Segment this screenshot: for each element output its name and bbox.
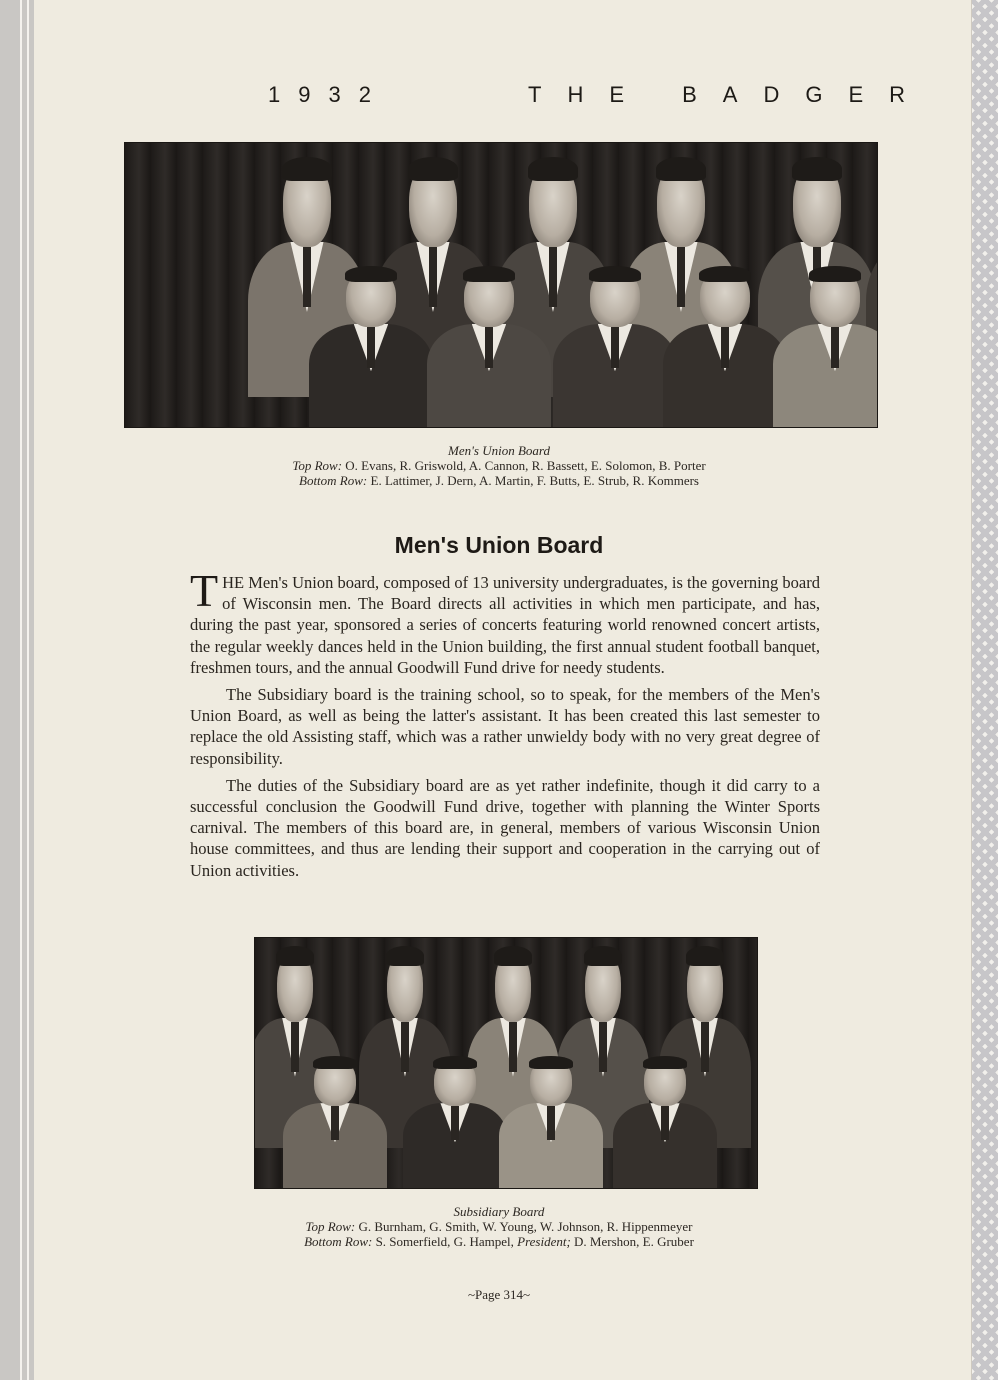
running-head-year: 1932 [268, 82, 389, 107]
caption-bottom-row [0, 1234, 998, 1249]
caption-title: Men's Union Board [448, 443, 550, 458]
subsidiary-board-photo [254, 937, 758, 1189]
mens-union-board-caption [0, 443, 998, 488]
running-head-title: THE BADGER [528, 82, 932, 107]
article-paragraph: The Subsidiary board is the training school, so to speak, for the members of the Men's Union Board, as well as being the latter's assistant. It has been created this last semester to replace the old Assisting staff, which was a rather unwieldy body with no very great degree of responsibility. [190, 685, 820, 768]
paragraph-text: HE Men's Union board, composed of 13 university undergraduates, is the governing board of Wisconsin men. The Board directs all activities in which men participate, and has, during the past year, sponsored a series of concerts featuring world renowned concert artists, the regular weekly dances held in the Union building, the first annual student football banquet, freshmen tours, and the annual Goodwill Fund drive for needy students. [190, 573, 820, 677]
article-paragraph [190, 565, 820, 678]
subsidiary-board-caption [0, 1204, 998, 1249]
person-figure [663, 259, 787, 428]
caption-label: Top Row: [292, 458, 343, 473]
person-figure [613, 1050, 717, 1189]
person-figure [403, 1050, 507, 1189]
drop-cap: T [190, 565, 219, 616]
caption-label: Bottom Row: [299, 473, 368, 488]
person-figure [773, 259, 878, 428]
article-paragraph: The duties of the Subsidiary board are as yet rather indefinite, though it did carry to a successful conclusion the Goodwill Fund drive, together with planning the Winter Sports carnival. The members of this board are, in general, members of various Wisconsin Union house committees, and thus are lending their support and cooperation in the carrying out of Union activities. [190, 775, 820, 880]
running-head [0, 82, 998, 112]
caption-role: President; [517, 1234, 571, 1249]
caption-names: G. Burnham, G. Smith, W. Young, W. Johnson, R. Hippenmeyer [358, 1219, 693, 1234]
caption-names: S. Somerfield, G. Hampel, [375, 1234, 514, 1249]
article-heading: Men's Union Board [394, 532, 604, 558]
person-figure [553, 259, 677, 428]
caption-top-row [0, 458, 998, 473]
person-figure [283, 1050, 387, 1189]
caption-names: E. Lattimer, J. Dern, A. Martin, F. Butts, E. Strub, R. Kommers [370, 473, 699, 488]
left-page-border [0, 0, 34, 1380]
caption-names: O. Evans, R. Griswold, A. Cannon, R. Bassett, E. Solomon, B. Porter [345, 458, 706, 473]
page-number: ~Page 314~ [467, 1287, 531, 1302]
caption-label: Top Row: [305, 1219, 356, 1234]
mens-union-board-photo [124, 142, 878, 428]
person-figure [309, 259, 433, 428]
article-body [190, 565, 820, 881]
caption-top-row [0, 1219, 998, 1234]
caption-title: Subsidiary Board [453, 1204, 545, 1219]
person-figure [499, 1050, 603, 1189]
caption-label: Bottom Row: [304, 1234, 373, 1249]
caption-bottom-row [0, 473, 998, 488]
caption-names: D. Mershon, E. Gruber [574, 1234, 694, 1249]
person-figure [427, 259, 551, 428]
right-decorative-border [972, 0, 998, 1380]
